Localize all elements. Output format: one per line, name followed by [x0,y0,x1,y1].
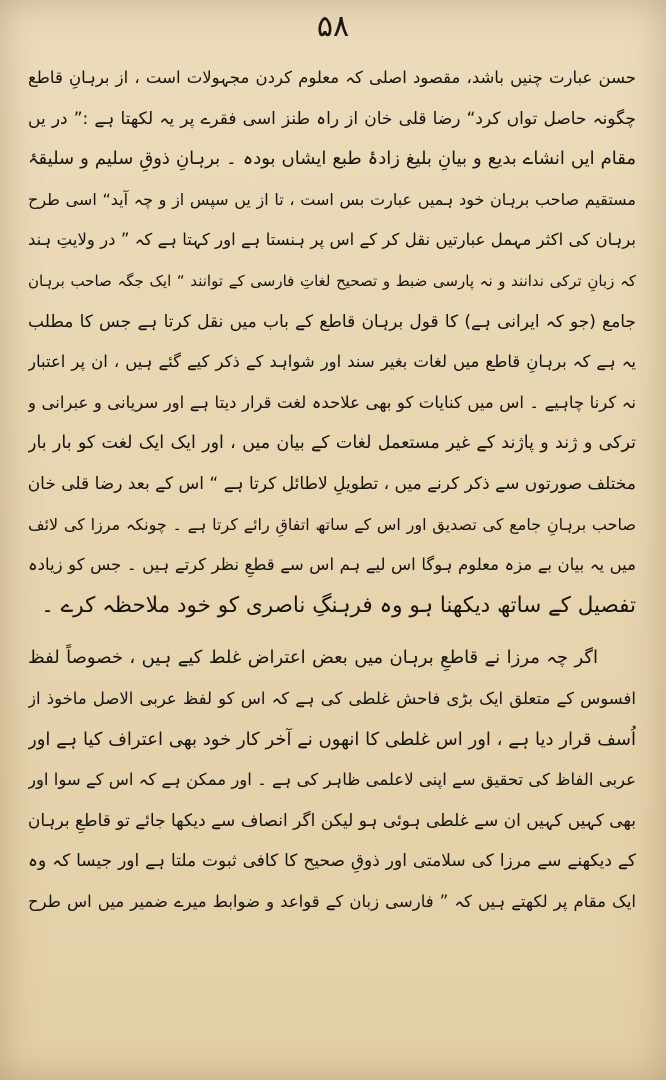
text-line: افسوس کے متعلق ایک بڑی فاحش غلطی کی ہے کہ اس کو لفظ عربی الاصل ماخوذ از [28,688,636,708]
text-line: ایک مقام پر لکھتے ہیں کہ ” فارسی زبان کے قواعد و ضوابط میرے ضمیر میں اس طرح [28,891,636,911]
text-line: مختلف صورتوں سے ذکر کرنے میں ، تطویلِ لاطائل کرتا ہے “ اس کے بعد رضا قلی خان [28,473,636,494]
text-line: صاحب برہانِ جامع کی تصدیق اور اس کے ساتھ اتفاقِ رائے کرتا ہے ۔ چونکہ مرزا کی لائف [28,514,636,534]
page-number: ۵۸ [316,9,350,44]
text-line: برہان کی اکثر مہمل عبارتیں نقل کر کے اس پر ہنستا ہے اور کہتا ہے کہ ” در ولایتِ ہند [28,230,636,250]
text-line: بھی کہیں کہیں ان سے غلطی ہوئی ہو لیکن اگر انصاف سے دیکھا جائے تو قاطعِ برہان [28,810,636,831]
text-line: چگونہ حاصل تواں کرد“ رضا قلی خان از راہ طنز اسی فقرے پر یہ لکھتا ہے :” در یں [28,108,636,129]
text-line: مستقیم صاحب برہان خود ہمیں عبارت بس است ، تا از یں سپس از و چہ آید“ اسی طرح [28,189,636,209]
text-line: اُسف قرار دیا ہے ، اور اس غلطی کا انھوں نے آخر کار خود بھی اعتراف کیا ہے اور [28,728,636,750]
text-line: کے دیکھنے سے مرزا کی سلامتی اور ذوقِ صحیح کا کافی ثبوت ملتا ہے اور جیسا کہ وہ [28,851,636,872]
text-line: مقام ایں انشاے بدیع و بیانِ بلیغ زادۂ طبع ایشاں بودہ ۔ برہانِ ذوقِ سلیم و سلیقۂ [28,148,636,170]
text-line: یہ ہے کہ برہانِ قاطع میں لغات بغیر سند اور شواہد کے ذکر کیے گئے ہیں ، ان پر اعتبار [28,352,636,372]
paragraph-end-line: تفصیل کے ساتھ دیکھنا ہو وہ فرہنگِ ناصری کو خود ملاحظہ کرے ۔ [41,592,636,618]
text-line: ترکی و ژند و پاژند کے غیر مستعمل لغات کے بیان میں ، اور ایک ایک لغت کو بار بار [28,433,636,454]
text-line: عربی الفاظ کی تحقیق سے اپنی لاعلمی ظاہر کی ہے ۔ اور ممکن ہے کہ اس کے سوا اور [28,770,636,790]
text-line: نہ کرنا چاہیے ۔ اس میں کنایات کو بھی علاحدہ لغت قرار دیتا ہے اور سریانی و عبرانی و [28,392,636,412]
text-line: کہ زبانِ ترکی ندانند و نہ پارسی ضبط و تصحیح لغاتِ فارسی کے توانند “ ایک جگہ صاحب برہان [28,271,636,290]
text-line: میں یہ بیان بے مزہ معلوم ہوگا اس لیے ہم اس سے قطعِ نظر کرتے ہیں ۔ جس کو زیادہ [28,555,636,575]
text-line: جامع (جو کہ ایرانی ہے) کا قول برہان قاطع کے باب میں نقل کرتا ہے جس کا مطلب [28,311,636,332]
paragraph-start-line: اگر چہ مرزا نے قاطعِ برہان میں بعض اعتراض غلط کیے ہیں ، خصوصاً لفظ [28,647,598,669]
text-line: حسن عبارت چنیں باشد، مقصود اصلی کہ معلوم کردن مجہولات است ، از برہانِ قاطع [28,68,636,87]
page-text [28,58,636,922]
